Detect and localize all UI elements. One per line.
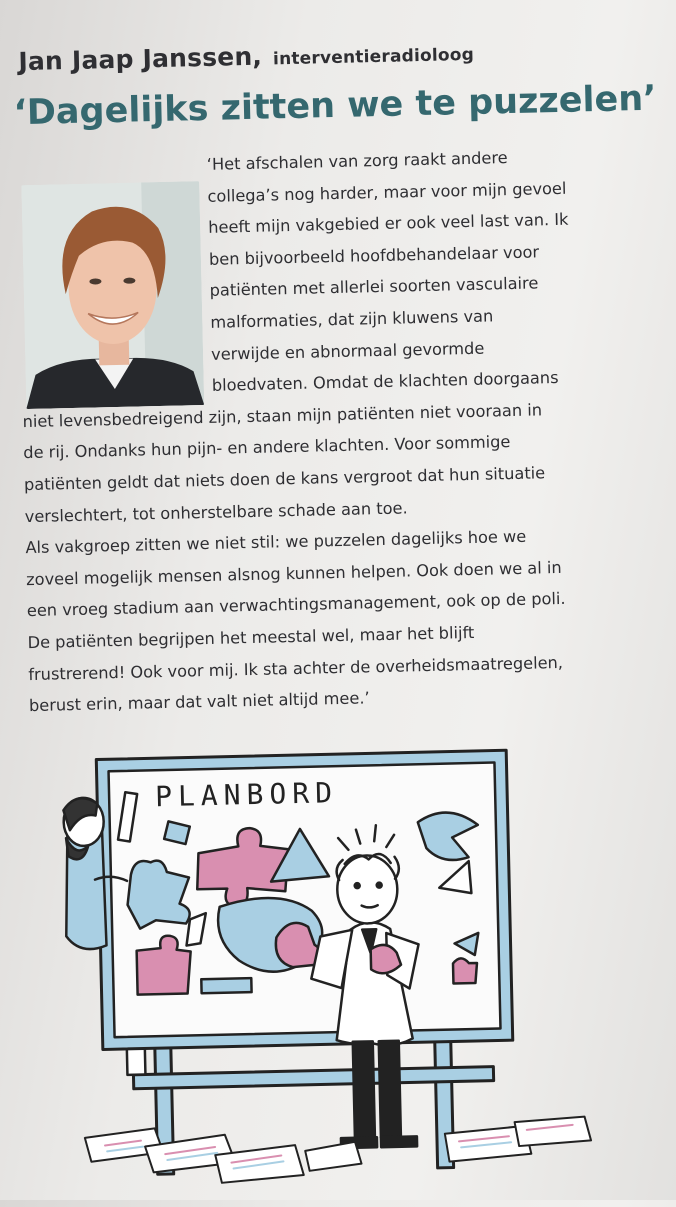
article-body [17,140,630,722]
planbord-cartoon [36,733,656,1207]
body-line: de rij. Ondanks hun pijn- en andere klachten. Voor sommige [23,432,511,463]
body-line: malformaties, dat zijn kluwens van [210,306,494,332]
body-line: ben bijvoorbeeld hoofdbehandelaar voor [208,242,540,269]
body-line: verwijde en abnormaal gevormde [210,338,485,364]
planbord-title: PLANBORD [154,776,339,814]
body-line: De patiënten begrijpen het meestal wel, maar het blijft [27,622,475,652]
body-line: zoveel mogelijk mensen alsnog kunnen helpen. Ook doen we al in [25,557,562,589]
article-headline: ‘Dagelijks zitten we te puzzelen’ [13,78,657,134]
body-line: niet levensbedreigend zijn, staan mijn patiënten niet vooraan in [22,400,543,431]
body-line: een vroeg stadium aan verwachtingsmanagement, ook op de poli. [26,589,566,621]
author-role: interventieradioloog [272,44,475,70]
body-line: patiënten met allerlei soorten vasculaire [209,273,539,301]
body-line: verslechtert, tot onherstelbare schade aan toe. [24,497,408,526]
body-line: Als vakgroep zitten we niet stil: we puzzelen dagelijks hoe we [25,526,527,558]
author-name: Jan Jaap Janssen, [18,41,263,77]
body-line: collega’s nog harder, maar voor mijn gevoel [207,178,567,206]
body-line: patiënten geldt dat niets doen de kans vergroot dat hun situatie [23,463,546,495]
body-line: bloedvaten. Omdat de klachten doorgaans [211,368,559,395]
body-line: heeft mijn vakgebied er ook veel last van. Ik [208,209,569,238]
byline [18,37,474,76]
body-line: ‘Het afschalen van zorg raakt andere [206,148,508,174]
body-line: berust erin, maar dat valt niet altijd mee.’ [28,688,370,716]
body-line: frustrerend! Ook voor mij. Ik sta achter de overheidsmaatregelen, [28,652,564,684]
